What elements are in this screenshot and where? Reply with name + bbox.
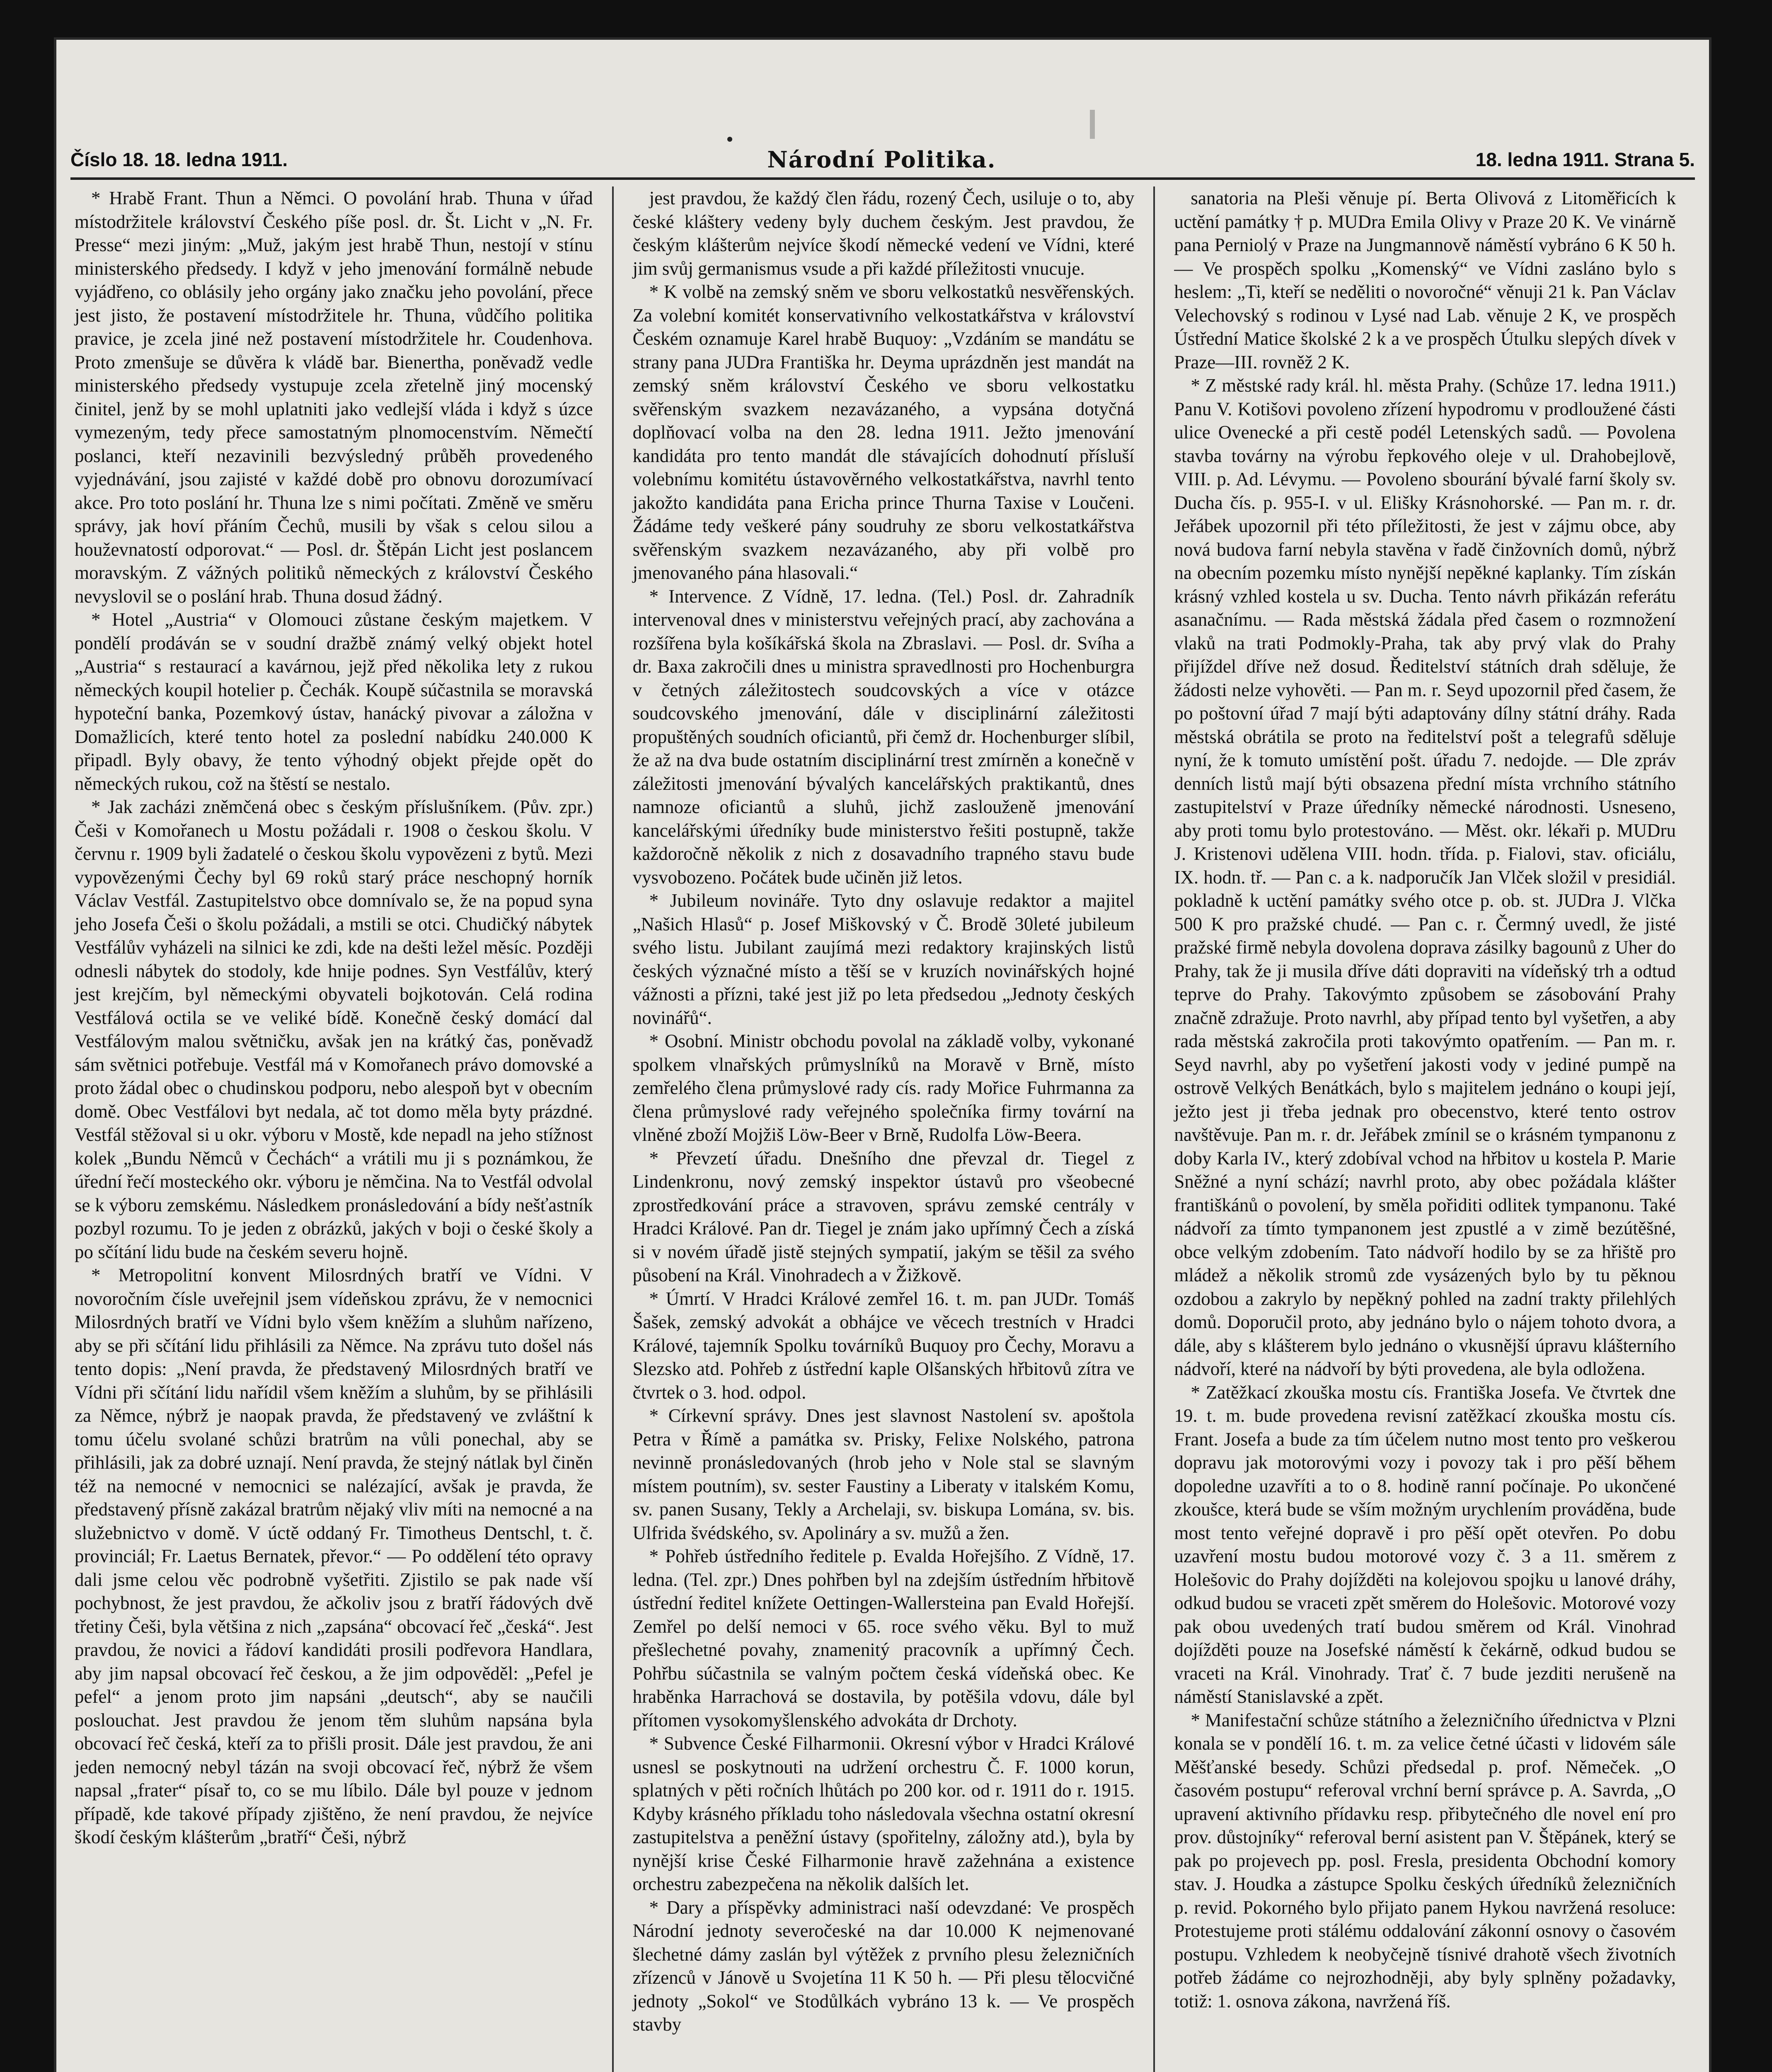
newspaper-page (54, 37, 1711, 2072)
header-rule (70, 177, 1695, 180)
article-paragraph: * Subvence České Filharmonii. Okresní výbor v Hradci Králové usnesl se poskytnouti na udržení orchestru Č. F. 1000 korun, splatných v pěti ročních lhůtách po 200 kor. od r. 1911 do r. 1915. Kdyby krásného příkladu toho následovala všechna ostatní okresní zastupitelstva a peněžní ústavy (spořitelny, záložny atd.), byla by nynější krise České Filharmonie hravě zažehnána a existence orchestru zabezpečena na několik dalších let. (632, 1733, 1135, 1894)
column-2 (612, 186, 1154, 2072)
article-paragraph: * Úmrtí. V Hradci Králové zemřel 16. t. m. pan JUDr. Tomáš Šašek, zemský advokát a obhájce ve věcech trestních v Hradci Králové, tajemník Spolku továrníků Buquoy pro Čechy, Moravu a Slezsko atd. Pohřeb z ústřední kaple Olšanských hřbitovů zítra ve čtvrtek o 3. hod. odpol. (632, 1288, 1135, 1403)
article-paragraph: * Hotel „Austria“ v Olomouci zůstane českým majetkem. V pondělí prodáván se v soudní dražbě známý velký objekt hotel „Austria“ s restaurací a kavárnou, jejž před několika lety z rukou německých koupil hotelier p. Čechák. Koupě súčastnila se moravská hypoteční banka, Pozemkový ústav, hanácký pivovar a záložna v Domažlicích, které tento hotel za poslední nabídku 240.000 K připadl. Byly obavy, že tento výhodný objekt přejde opět do německých rukou, což na štěstí se nestalo. (75, 609, 593, 794)
column-3 (1153, 186, 1695, 2072)
article-paragraph: * Manifestační schůze státního a železničního úřednictva v Plzni konala se v pondělí 16. t. m. za velice četné účasti v lidovém sále Měšťanské besedy. Schůzi předsedal p. prof. Němeček. „O časovém postupu“ referoval vrchní berní správce p. A. Savrda, „O upravení aktivního přídavku resp. přibytečného dle novel ení pro prov. důstojníky“ referoval berní asistent pan V. Štěpánek, který se pak po projevech pp. posl. Fresla, presidenta Obchodní komory stav. J. Houdka a zástupce Spolku českých úředníků železničních p. revid. Pokorného bylo přijato panem Hykou navržená resoluce: Protestujeme proti stálému oddalování zákonní osnovy o časovém postupu. Vzhledem k neobyčejně tísnivé drahotě všech životních potřeb žádáme co nejrozhodněji, aby byly splněny požadavky, totiž: 1. osnova zákona, navržená říš. (1174, 1709, 1676, 2011)
article-paragraph: * Zatěžkací zkouška mostu cís. Františka Josefa. Ve čtvrtek dne 19. t. m. bude provedena revisní zatěžkací zkouška mostu cís. Frant. Josefa a bude za tím účelem nutno most tento pro veškerou dopravu jak motorovými vozy i povozy tak i pro pěší během dopoledne uzavříti a to o 8. hodině ranní počínaje. Po ukončené zkoušce, která bude se vším možným urychlením prováděna, bude most tento veřejné dopravě i pro pěší opět otevřen. Po dobu uzavření mostu budou motorové vozy č. 3 a 11. směrem z Holešovic do Prahy dojížděti na kolejovou spojku u lanové dráhy, odkud budou se vraceti zpět směrem do Holešovic. Motorové vozy pak obou uvedených tratí budou směrem od Král. Vinohrad dojížděti pouze na Josefské náměstí k čekárně, odkud budou se vraceti na Král. Vinohrady. Trať č. 7 bude jezditi nerušeně na náměstí Stanislavské a zpět. (1174, 1382, 1676, 1707)
article-paragraph: * Hrabě Frant. Thun a Němci. O povolání hrab. Thuna v úřad místodržitele království Českého píše posl. dr. Št. Licht v „N. Fr. Presse“ mezi jiným: „Muž, jakým jest hrabě Thun, nestojí v stínu ministerského předsedy. I když v jeho jmenování formálně nebude vyjádřeno, co oblásily jeho orgány jako značku jeho povolání, přece jest jisto, že postavení místodržitele hr. Thuna, vůdčího politika pravice, je zcela jiné než postavení místodržitele hr. Coudenhova. Proto zmenšuje se důvěra k vládě bar. Bienertha, poněvadž vedle ministerského předsedy vystupuje zcela zřetelně jiný mocenský činitel, jenž by se mohl uplatniti jako vedlejší vláda i když s úzce vymezeným, tedy přece samostatným plnomocenstvím. Němečtí poslanci, kteří nezavinili bezvýsledný průběh provedeného vyjednávání, jsou zajisté v každé době pro obnovu dorozumívací akce. Pro toto poslání hr. Thuna lze s nimi počítati. Změně ve směru správy, jak hoví přáním Čechů, musili by však s celou silou a houževnatostí odporovat.“ — Posl. dr. Štěpán Licht jest poslancem moravským. Z vážných politiků německých z království Českého nevyslovil se o poslání hrab. Thuna dosud žádný. (75, 188, 593, 607)
article-paragraph: * Metropolitní konvent Milosrdných bratří ve Vídni. V novoročním čísle uveřejnil jsem vídeňskou zprávu, že v nemocnici Milosrdných bratří ve Vídni bylo všem kněžím a sluhům nařízeno, aby se při sčítání lidu přihlásili za Němce. Na zprávu tuto došel nás tento dopis: „Není pravda, že představený Milosrdných bratří ve Vídni při sčítání lidu nařídil všem kněžím a sluhům, by se přihlásili za Němce, nýbrž je naopak pravda, že představený ve zvláštní k tomu účelu svolané schůzi bratrům na vůli ponechal, aby se přihlásili, jak za dobré uznají. Není pravda, že stejný nátlak byl činěn též na nemocné v nemocnici se nalézající, avšak je pravda, že představený přísně zakázal bratrům nějaký vliv míti na nemocné a na služebnictvo v domě. V úctě oddaný Fr. Timotheus Dentschl, t. č. provinciál; Fr. Laetus Bernatek, převor.“ — Po oddělení této opravy dali jsme celou věc podrobně vyšetřiti. Zjistilo se pak nade vší pochybnost, že jest pravdou, že ačkoliv jsou z bratří řádových dvě třetiny Češi, byla většina z nich „zapsána“ obcovací řeč „česká“. Jest pravdou, že novici a řádoví kandidáti prosili podřevora Handlara, aby jim napsal obcovací řeč českou, a že jim odpověděl: „Pefel je pefel“ a jenom proto jim napsáni „deutsch“, aby se naučili poslouchat. Jest pravdou že jenom těm sluhům napsána byla obcovací řeč česká, kteří za to přišli prosit. Dále jest pravdou, že ani jeden nemocný nebyl tázán na svoji obcovací řeč, nýbrž že všem napsal „frater“ písař to, co se mu líbilo. Dále byl pouze v jednom případě, kde takové případy zjištěno, že není pravdou, že nejvíce škodí českým klášterům „bratří“ Češi, nýbrž (75, 1265, 593, 1847)
article-paragraph: * Církevní správy. Dnes jest slavnost Nastolení sv. apoštola Petra v Římě a památka sv. Prisky, Felixe Nolského, patrona nevinně pronásledovaných (hrob jeho v Nole stal se slavným místem poutním), sv. sester Faustiny a Liberaty v italském Komu, sv. panen Susany, Tekly a Archelaji, sv. biskupa Lomána, sv. bis. Ulfrida švédského, sv. Apolináry a sv. mužů a žen. (632, 1405, 1135, 1543)
article-paragraph: * Pohřeb ústředního ředitele p. Evalda Hořejšího. Z Vídně, 17. ledna. (Tel. zpr.) Dnes pohřben byl na zdejším ústředním hřbitově ústřední ředitel knížete Oettingen-Wallersteina pan Evald Hořejší. Zemřel po delší nemoci v 65. roce svého věku. Byl to muž přešlechetné povahy, znamenitý pracovník a upřímný Čech. Pohřbu súčastnila se valným počtem česká vídeňská obec. Ke hraběnka Harrachová se dostavila, by potěšila vdovu, dále byl přítomen vysokomyšlenského advokáta dr Drchoty. (632, 1546, 1135, 1731)
date-page-info: 18. ledna 1911. Strana 5. (1475, 149, 1695, 170)
scan-mark (1090, 110, 1095, 139)
article-paragraph: * Dary a příspěvky administraci naší odevzdané: Ve prospěch Národní jednoty severočeské na dar 10.000 K nejmenované šlechetné dámy zaslán byl výtěžek z prvního plesu železničních zřízenců v Jánově u Svojetína 11 K 50 h. — Při plesu tělocvičné jednoty „Sokol“ ve Stodůlkách vybráno 13 k. — Ve prospěch stavby (632, 1897, 1135, 2035)
article-paragraph: * Jubileum novináře. Tyto dny oslavuje redaktor a majitel „Našich Hlasů“ p. Josef Miškovský v Č. Brodě 30leté jubileum svého listu. Jubilant zaujímá mezi redaktory krajinských listů českých význačné místo a těší se v kruzích novinářských hojné vážnosti a přízni, také jest již po leta předsedou „Jednoty českých novinářů“. (632, 890, 1135, 1028)
article-paragraph: * Převzetí úřadu. Dnešního dne převzal dr. Tiegel z Lindenkronu, nový zemský inspektor ústavů pro všeobecné zprostředkování práce a stravoven, správu zemské centrály v Hradci Králové. Pan dr. Tiegel je znám jako upřímný Čech a získá si v novém úřadě jistě stejných sympatií, jakým se těšil za svého působení na Král. Vinohradech a v Žižkově. (632, 1147, 1135, 1285)
article-paragraph: * Jak zacházi zněmčená obec s českým příslušníkem. (Pův. zpr.) Češi v Komořanech u Mostu požádali r. 1908 o českou školu. V červnu r. 1909 byli žadatelé o českou školu vypovězeni z bytů. Mezi vypovězenými Čechy byl 69 roků starý práce neschopný horník Václav Vestfál. Zastupitelstvo obce domnívalo se, že na popud syna jeho Josefa Češi o školu požádali, a mstili se otci. Chudičký nábytek Vestfálův vyházeli na silnici ke zdi, kde na dešti ležel měsíc. Později odnesli nábytek do stodoly, kde hnije podnes. Syn Vestfálův, který jest krejčím, byl německými obyvateli bojkotován. Celá rodina Vestfálová octila se ve veliké bídě. Konečně český domácí dal Vestfálovým malou světničku, avšak jen na krátký čas, poněvadž sám světnici potřebuje. Vestfál má v Komořanech právo domovské a proto žádal obec o chudinskou podporu, nebo alespoň byt v obecním domě. Obec Vestfálovi byt nedala, ač tot domo měla byty prázdné. Vestfál stěžoval si u okr. výboru v Mostě, kde nepadl na jeho stížnost kolek „Bundu Němců v Čechách“ a vrátili mu ji s poznámkou, že úřední řečí mosteckého okr. výboru je němčina. Na to Vestfál odvolal se k výboru zemskému. Následkem pronásledování a bídy nešťastník pozbyl rozumu. To je jeden z obrázků, jakých v boji o české školy a po sčítání lidu bude na českém severu hojně. (75, 796, 593, 1262)
text-columns (70, 186, 1695, 2072)
article-paragraph: * K volbě na zemský sněm ve sboru velkostatků nesvěřenských. Za volební komitét konservativního velkostatkářstva v království Českém oznamuje Karel hrabě Buquoy: „Vzdáním se mandátu se strany pana JUDra Františka hr. Deyma uprázdněn jest mandát na zemský sněm království Českého ve sboru velkostatku svěřenským svazkem nezavázaného, a vypsána dotyčná doplňovací volba na den 28. ledna 1911. Ježto jmenování kandidáta pro tento mandát dle stávajících dohodnutí přísluší volebnímu komitétu ústavověrného velkostatkářstva, navrhl tento jakožto kandidáta pana Ericha prince Thurna Taxise v Loučeni. Žádáme tedy veškeré pány soudruhy ze sboru velkostatkářstva svěřenským svazkem nezavázaného, aby při volbě pro jmenovaného pána hlasovali.“ (632, 281, 1135, 583)
column-1 (70, 186, 612, 2072)
issue-info: Číslo 18. 18. ledna 1911. (70, 149, 288, 170)
page-header (70, 141, 1695, 178)
article-paragraph: * Z městské rady král. hl. města Prahy. (Schůze 17. ledna 1911.) Panu V. Kotišovi povoleno zřízení hypodromu v prodloužené části ulice Ovenecké a při cestě podél Letenských sadů. — Povolena stavba továrny na výrobu řepkového oleje v ul. Drahobejlově, VIII. p. Ad. Lévymu. — Povoleno sbourání bývalé farní školy sv. Ducha čís. p. 955-I. v ul. Elišky Krásnohorské. — Pan m. r. dr. Jeřábek upozornil při této příležitosti, že jest v zájmu obce, aby nová budova farní nebyla stavěna v řadě činžovních domů, nýbrž na obecním pozemku místo nynější nepěkné kaplanky. Tím získán krásný vzhled kostela u sv. Ducha. Tento návrh přikázán referátu asanačnímu. — Rada městská žádala před časem o rozmnožení vlaků na trati Podmokly-Praha, tak aby prvý vlak do Prahy přijíždel dříve než dosud. Ředitelství státních drah sděluje, že žádosti nelze vyhověti. — Pan m. r. Seyd upozornil před časem, že po poštovní úřad 7 mají býti adaptovány dílny státní dráhy. Rada městská obrátila se proto na ředitelství pošt a telegrafů sděluje nyní, že k tomuto umístění pošt. úřadu 7. nedojde. — Dle zpráv denních listů mají býti obsazena přední místa vrchního státního zastupitelství v Praze úředníky německé národnosti. Usneseno, aby proti tomu bylo protestováno. — Měst. okr. lékaři p. MUDru J. Kristenovi udělena VIII. hodn. třída. p. Fialovi, stav. oficiálu, IX. hodn. tř. — Pan c. a k. nadporučík Jan Vlček složil v presidiál. pokladně k uctění památky svého otce p. ob. st. JUDra J. Vlčka 500 K pro pražské chudé. — Pan c. r. Čermný uvedl, že jisté pražské firmě nebyla dovolena doprava zásilky bagounů z Uher do Prahy, tak že ji musila dříve dáti dopraviti na vídeňský trh a odtud teprve do Prahy. Takovýmto způsobem se zásobování Prahy značně zdražuje. Proto navrhl, aby případ tento byl vyšetřen, a aby rada městská zakročila proti takovýmto opatřením. — Pan m. r. Seyd navrhl, aby po vyšetření jakosti vody v jediné pumpě na ostrově Velkých Benátkách, bylo s majitelem jednáno o koupi její, ježto jest ji třeba jednak pro obecenstvo, které tento ostrov navštěvuje. Pan m. r. dr. Jeřábek zmínil se o krásném tympanonu z doby Karla IV., který zdobíval vchod na hřbitov u kostela P. Marie Sněžné a nyní schází; navrhl proto, aby obec požádala klášter františkánů o povolení, by směla pořiditi odlitek tympanonu. Také nádvoří za tímto tympanonem jest zpustlé a v zimě bezútěšné, obce velkým zdobením. Tato nádvoří hodilo by se za hřiště pro mládež a několik stromů zde vysázených bylo by tu pěknou ozdobou a zakrylo by nepěkný pohled na zadní trakty přilehlých domů. Doporučil proto, aby jednáno bylo o nájem tohoto dvora, a dále, aby s klášterem bylo jednáno o vkusnější úpravu klášterního nádvoří, které na nádvoří by býti provedena, ale byla odložena. (1174, 375, 1676, 1379)
article-paragraph: sanatoria na Pleši věnuje pí. Berta Olivová z Litoměřicích k uctění památky † p. MUDra Emila Olivy v Praze 20 K. Ve vinárně pana Perniolý v Praze na Jungmannově náměstí vybráno 6 K 50 h. — Ve prospěch spolku „Komenský“ ve Vídni zasláno bylo s heslem: „Ti, kteří se neděliti o novoročné“ věnuji 21 k. Pan Václav Velechovský s rodinou v Lysé nad Lab. věnuje 2 K, ve prospěch Ústřední Matice školské 2 k a ve prospěch Útulku slepých dívek v Praze—III. rovněž 2 K. (1174, 188, 1676, 373)
article-paragraph: * Intervence. Z Vídně, 17. ledna. (Tel.) Posl. dr. Zahradník intervenoval dnes v ministerstvu veřejných prací, aby zachována a rozšířena byla košíkářská škola na Zbraslavi. — Posl. dr. Svíha a dr. Baxa zakročili dnes u ministra spravedlnosti pro Hochenburgra v četných záležitostech soudcovských a více v otázce soudcovského jmenování, dále v disciplinární záležitosti propuštěných soudních oficiantů, při čemž dr. Hochenburger slíbil, že až na dva bude ostatním disciplinární trest zmírněn a konečně v záležitosti jmenování bývalých kancelářských praktikantů, dnes namnoze oficiantů a sluhů, jichž zaslouženě jmenování kancelářskými úředníky bude ministerstvo řešiti postupně, takže každoročně několik z nich z dosavadního trapného stavu bude vysvobozeno. Počátek bude učiněn již letos. (632, 586, 1135, 888)
article-paragraph: * Osobní. Ministr obchodu povolal na základě volby, vykonané spolkem vlnařských průmyslníků na Moravě v Brně, místo zemřelého člena průmyslové rady cís. rady Mořice Fuhrmanna za člena průmyslové rady veřejného společníka firmy tovární na vlněné zboží Mojžiš Löw-Beer v Brně, Rudolfa Löw-Beera. (632, 1031, 1135, 1145)
newspaper-title: Národní Politika. (767, 146, 996, 173)
article-paragraph: jest pravdou, že každý člen řádu, rozený Čech, usiluje o to, aby české kláštery vedeny byly duchem českým. Jest pravdou, že českým klášterům nejvíce škodí německé vedení ve Vídni, které jim svůj germanismus vsude a při každé příležitosti vnucuje. (632, 188, 1135, 279)
